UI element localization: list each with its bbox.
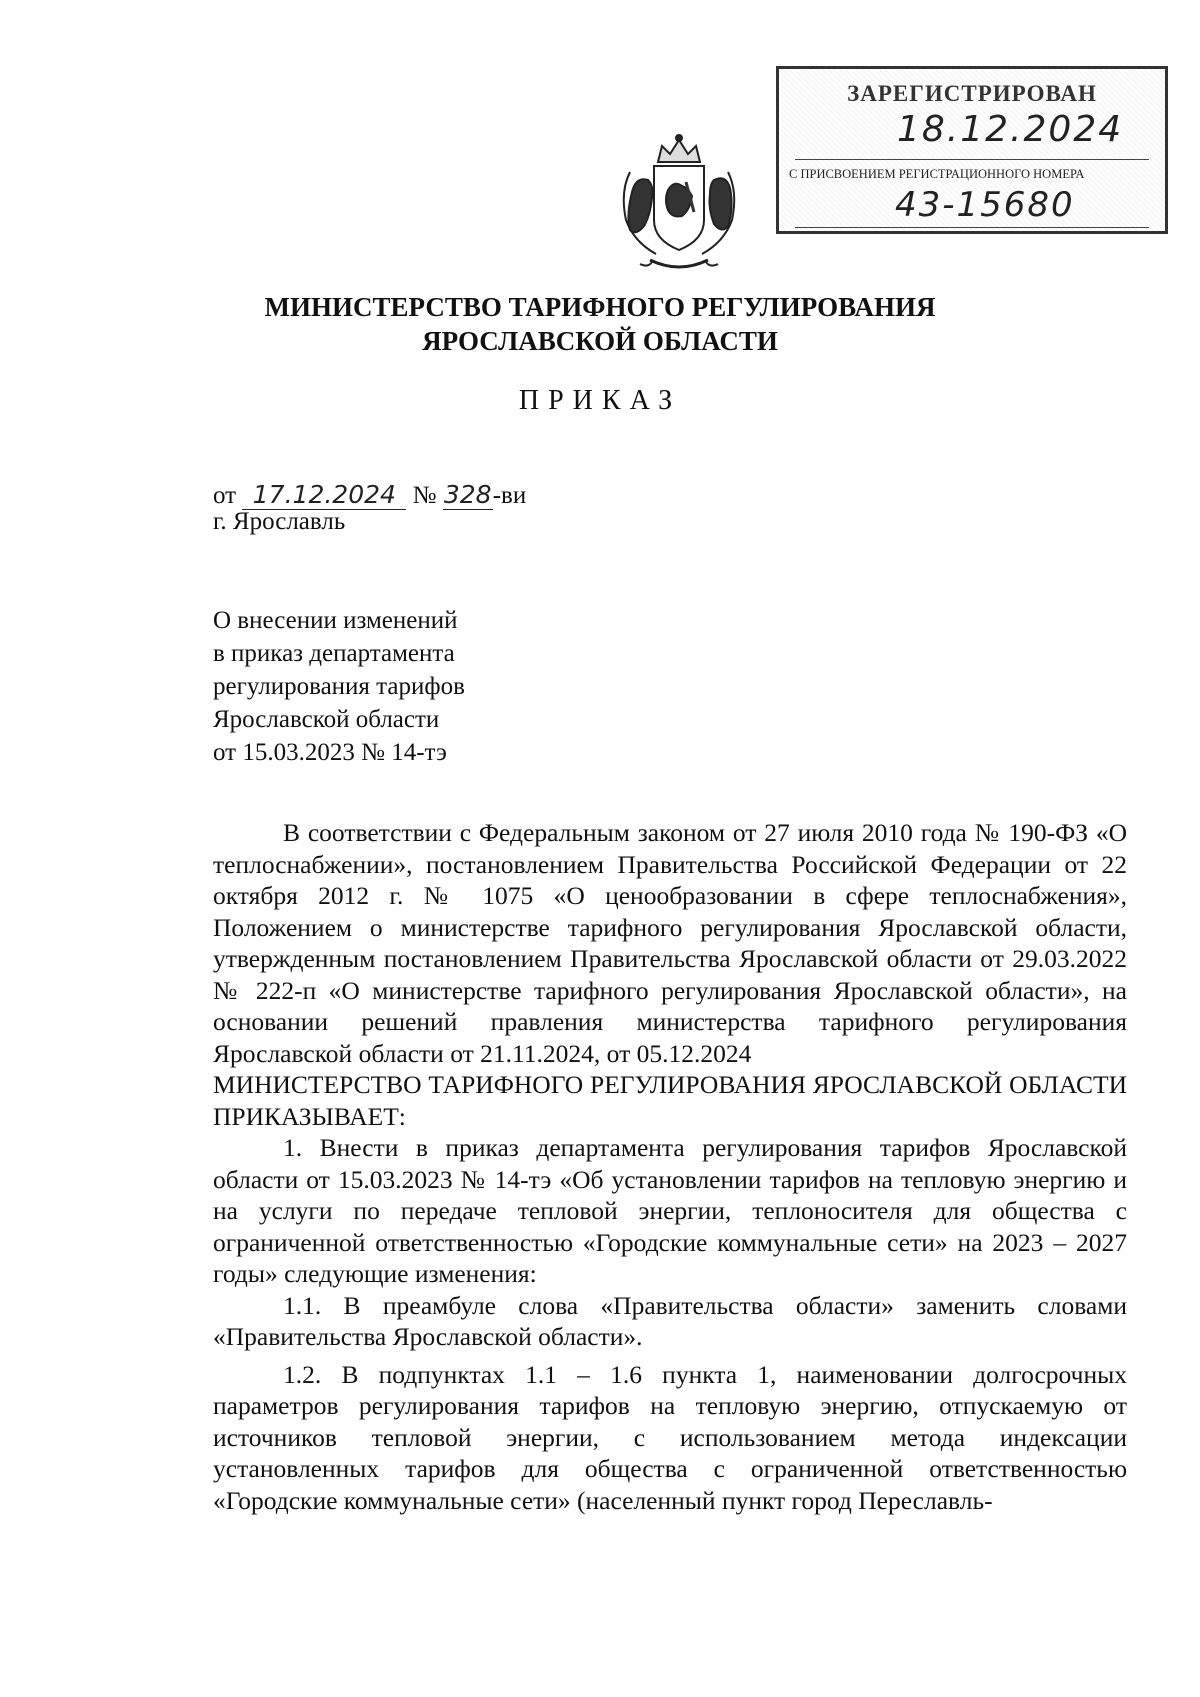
order-city: г. Ярославль — [213, 508, 346, 535]
orders-paragraph: МИНИСТЕРСТВО ТАРИФНОГО РЕГУЛИРОВАНИЯ ЯРОСЛАВСКОЙ ОБЛАСТИ ПРИКАЗЫВАЕТ: — [213, 1070, 1127, 1131]
number-sign: № — [412, 482, 437, 509]
stamp-number: 43-15680 — [895, 185, 1075, 225]
order-subject — [213, 604, 465, 769]
item-1-1-paragraph: 1.1. В преамбуле слова «Правительства области» заменить словами «Правительства Ярославской области». — [213, 1290, 1127, 1351]
subject-line: Ярославской области — [213, 706, 440, 733]
preamble-paragraph: В соответствии с Федеральным законом от 27 июля 2010 года № 190-ФЗ «О теплоснабжении», постановлением Правительства Российской Федерации от 22 октября 2012 г. № 1075 «О ценообразовании в сфере теплоснабжения», Положением о министерстве тарифного регулирования Ярославской области, утвержденным постановлением Правительства Ярославской области от 29.03.2022 № 222-п «О министерстве тарифного регулирования Ярославской области», на основании решений правления министерства тарифного регулирования Ярославской области от 21.11.2024, от 05.12.2024 — [213, 818, 1127, 1068]
subject-line: О внесении изменений — [213, 607, 458, 634]
stamp-divider — [795, 159, 1149, 160]
item-1-paragraph: 1. Внести в приказ департамента регулирования тарифов Ярославской области от 15.03.2023 № 14-тэ «Об установлении тарифов на тепловую энергию и на услуги по передаче тепловой энергии, теплоносителя для общества с ограниченной ответственностью «Городские коммунальные сети» на 2023 – 2027 годы» следующие изменения: — [213, 1133, 1127, 1288]
stamp-title: ЗАРЕГИСТРИРОВАН — [847, 81, 1097, 106]
item-1-2-paragraph: 1.2. В подпунктах 1.1 – 1.6 пункта 1, наименовании долгосрочных параметров регулирования тарифов на тепловую энергию, отпускаемую от источников тепловой энергии, с использованием метода индексации установленных тарифов для общества с ограниченной ответственностью «Городские коммунальные сети» (населенный пункт город Переславль- — [213, 1359, 1127, 1515]
ministry-line-1: МИНИСТЕРСТВО ТАРИФНОГО РЕГУЛИРОВАНИЯ — [264, 292, 936, 322]
order-number: 328 — [443, 480, 492, 509]
subject-line: от 15.03.2023 № 14-тэ — [213, 739, 447, 766]
subject-line: регулирования тарифов — [213, 673, 465, 700]
stamp-subtitle: С ПРИСВОЕНИЕМ РЕГИСТРАЦИОННОГО НОМЕРА — [789, 167, 1085, 181]
number-suffix: -ви — [492, 482, 527, 509]
stamp-date: 18.12.2024 — [897, 109, 1124, 150]
ministry-line-2: ЯРОСЛАВСКОЙ ОБЛАСТИ — [422, 326, 778, 356]
date-prefix: от — [213, 482, 237, 509]
registration-stamp — [776, 66, 1168, 234]
stamp-divider — [795, 227, 1149, 228]
order-date: 17.12.2024 — [242, 480, 406, 510]
document-type: ПРИКАЗ — [518, 385, 682, 416]
subject-line: в приказ департамента — [213, 640, 455, 667]
order-date-line — [213, 480, 526, 510]
order-body — [213, 817, 1127, 1516]
yaroslavl-coat-of-arms-icon — [610, 132, 748, 280]
ministry-heading — [0, 290, 1200, 358]
